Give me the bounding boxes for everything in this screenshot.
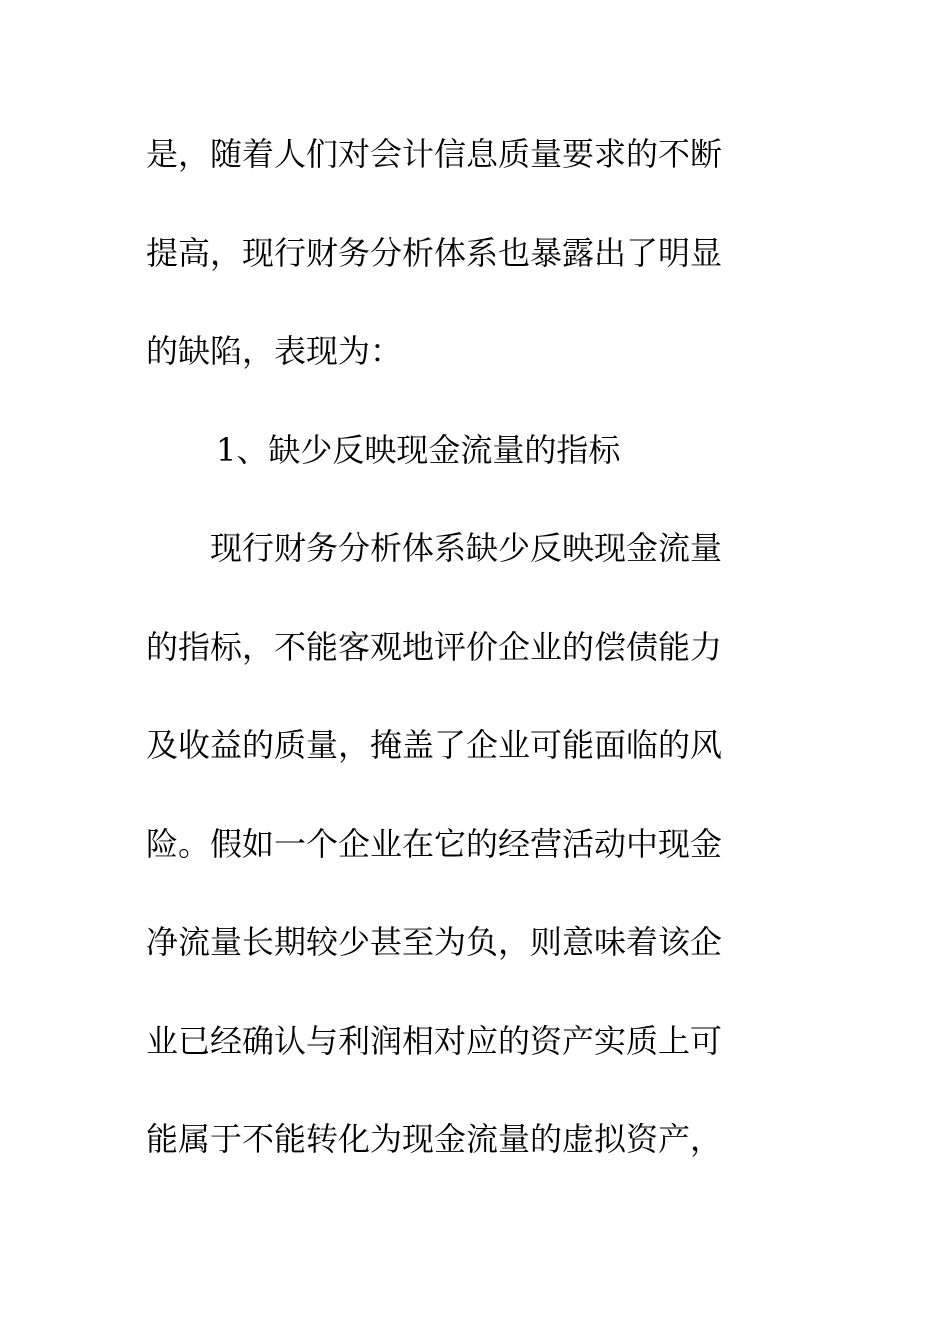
section-heading: 1、缺少反映现金流量的指标 [216, 430, 621, 469]
text-line: 及收益的质量，掩盖了企业可能面临的风 [146, 726, 723, 764]
text-line: 提高，现行财务分析体系也暴露出了明显 [146, 233, 723, 272]
text-line: 的指标，不能客观地评价企业的偿债能力 [146, 627, 723, 666]
body-text [146, 122, 786, 1206]
text-line: 净流量长期较少甚至为负，则意味着该企 [146, 923, 723, 961]
text-line: 是，随着人们对会计信息质量要求的不断 [146, 135, 723, 173]
text-line: 险。假如一个企业在它的经营活动中现金 [146, 824, 723, 863]
paragraph-first-line: 现行财务分析体系缺少反映现金流量 [210, 529, 723, 567]
text-line: 的缺陷，表现为： [146, 332, 403, 370]
text-line: 能属于不能转化为现金流量的虚拟资产， [146, 1120, 723, 1158]
text-line: 业已经确认与利润相对应的资产实质上可 [146, 1021, 723, 1060]
